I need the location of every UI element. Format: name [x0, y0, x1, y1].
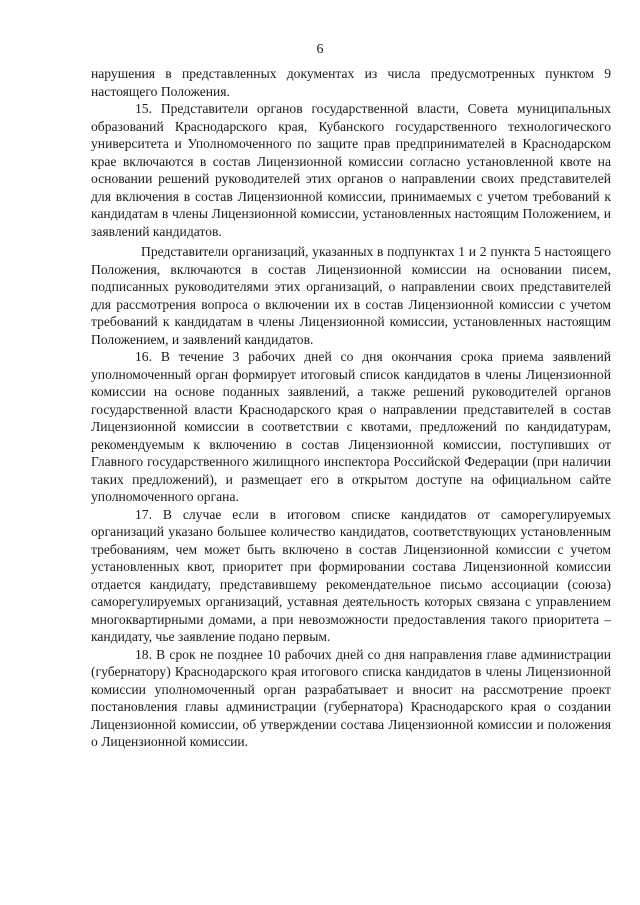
paragraph-18: 18. В срок не позднее 10 рабочих дней со дня направления главе администрации (губернатору) Краснодарского края итогового списка кандидатов в члены Лицензионной комиссии уполномоченный орган разрабатывает и вносит на рассмотрение проект постановления главы администрации (губернатора) Краснодарского края о создании Лицензионной комиссии, об утверждении состава Лицензионной комиссии и положения о Лицензионной комиссии.	[91, 646, 611, 749]
paragraph-17: 17. В случае если в итоговом списке кандидатов от саморегулируемых организаций указано большее количество кандидатов, соответствующих установленным требованиям, чем может быть включено в состав Лицензионной комиссии с учетом установленных квот, приоритет при формировании состава Лицензионной комиссии отдается кандидату, представившему рекомендательное письмо ассоциации (союза) саморегулируемых организаций, уставная деятельность которых связана с управлением многоквартирными домами, а при невозможности предоставления такого приоритета – кандидату, чье заявление подано первым.	[91, 506, 611, 644]
paragraph-15-representatives: Представители организаций, указанных в подпунктах 1 и 2 пункта 5 настоящего Положения, включаются в состав Лицензионной комиссии на основании писем, подписанных руководителями этих организаций, о направлении своих представителей для рассмотрения вопроса о включении их в состав Лицензионной комиссии с учетом требований к кандидатам в члены Лицензионной комиссии, установленных настоящим Положением, и заявлений кандидатов.	[91, 244, 611, 347]
paragraph-15: 15. Представители органов государственной власти, Совета муниципальных образований Краснодарского края, Кубанского государственного технологического университета и Уполномоченного по защите прав предпринимателей в Краснодарском крае включаются в состав Лицензионной комиссии согласно установленной квоте на основании решений руководителей этих органов о направлении своих представителей для включения в состав Лицензионной комиссии, принимаемых с учетом требований к кандидатам в члены Лицензионной комиссии, установленных настоящим Положением, и заявлений кандидатов.	[91, 101, 611, 239]
paragraph-16: 16. В течение 3 рабочих дней со дня окончания срока приема заявлений уполномоченный орган формирует итоговый список кандидатов в члены Лицензионной комиссии на основе поданных заявлений, а также решений руководителей органов государственной власти Краснодарского края о направлении представителей в состав Лицензионной комиссии в соответствии с квотами, предложений по кандидатурам, рекомендуемым к включению в состав Лицензионной комиссии, поступивших от Главного государственного жилищного инспектора Российской Федерации (при наличии таких предложений), и размещает его в открытом доступе на официальном сайте уполномоченного органа.	[91, 349, 611, 504]
document-body	[91, 65, 611, 751]
page-number: 6	[316, 42, 324, 57]
paragraph-continuation: нарушения в представленных документах из числа предусмотренных пунктом 9 настоящего Положения.	[91, 66, 611, 99]
